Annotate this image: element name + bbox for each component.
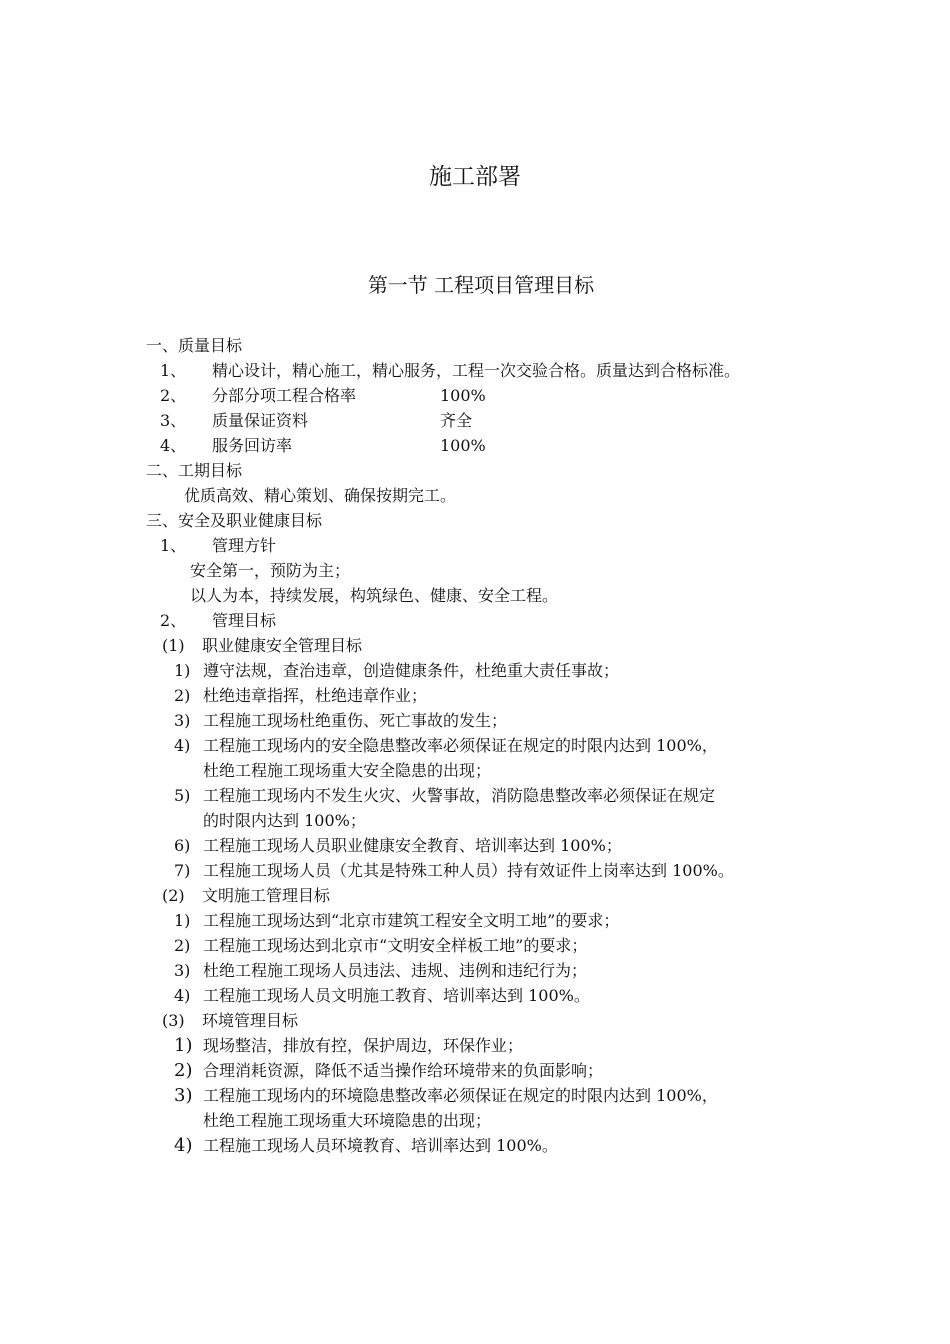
item-number: 6) (174, 836, 191, 855)
policy-line-2: 以人为本，持续发展，构筑绿色、健康、安全工程。 (190, 586, 559, 605)
section-title: 第一节 工程项目管理目标 (367, 273, 595, 297)
item-text: 质量保证资料 (212, 411, 309, 430)
item-number: 2) (174, 936, 191, 955)
item-text: 环境管理目标 (202, 1011, 299, 1030)
item-number: 4、 (160, 436, 187, 455)
item-number: (3) (162, 1011, 185, 1030)
item-text: 杜绝违章指挥，杜绝违章作业； (203, 686, 428, 705)
item-number: 1) (174, 911, 191, 930)
item-number: 2、 (160, 386, 187, 405)
item-text: 工程施工现场人员环境教育、培训率达到 100%。 (203, 1136, 558, 1155)
ohs-item-6 (174, 833, 622, 858)
quality-heading: 一、质量目标 (146, 336, 243, 355)
item-text: 工程施工现场人员职业健康安全教育、培训率达到 100%； (203, 836, 622, 855)
civil-item-1 (174, 908, 620, 933)
item-number: (2) (162, 886, 185, 905)
env-item-3 (174, 1083, 718, 1108)
item-text: 合理消耗资源，降低不适当操作给环境带来的负面影响； (203, 1061, 604, 1080)
goals-heading (160, 608, 277, 633)
quality-item-1 (160, 358, 741, 383)
item-text: 杜绝工程施工现场人员违法、违规、违例和违纪行为； (203, 961, 588, 980)
item-text: 工程施工现场达到“北京市建筑工程安全文明工地”的要求； (203, 911, 620, 930)
env-heading (162, 1008, 299, 1033)
item-text: 分部分项工程合格率 (212, 386, 357, 405)
item-text: 工程施工现场杜绝重伤、死亡事故的发生； (203, 711, 508, 730)
item-text: 工程施工现场内的安全隐患整改率必须保证在规定的时限内达到 100%， (203, 736, 718, 755)
item-text: 文明施工管理目标 (202, 886, 331, 905)
ohs-item-3 (174, 708, 508, 733)
quality-item-3 (160, 408, 473, 433)
item-number: 3) (174, 961, 191, 980)
item-text: 现场整洁，排放有控，保护周边，环保作业； (203, 1036, 524, 1055)
item-number: 2) (174, 686, 191, 705)
quality-item-2 (160, 383, 486, 408)
ohs-item-2 (174, 683, 428, 708)
civil-heading (162, 883, 331, 908)
item-value: 100% (440, 386, 486, 405)
schedule-text: 优质高效、精心策划、确保按期完工。 (184, 486, 457, 505)
env-item-3-continued: 杜绝工程施工现场重大环境隐患的出现； (203, 1111, 492, 1130)
item-number: (1) (162, 636, 185, 655)
item-number: 1、 (160, 361, 187, 380)
item-number: 3、 (160, 411, 187, 430)
ohs-item-5 (174, 783, 716, 808)
item-text: 管理方针 (212, 536, 277, 555)
item-text: 职业健康安全管理目标 (202, 636, 363, 655)
item-number: 4) (174, 1135, 193, 1156)
item-text: 遵守法规，查治违章，创造健康条件，杜绝重大责任事故； (203, 661, 620, 680)
civil-item-4 (174, 983, 590, 1008)
item-number: 3) (174, 711, 191, 730)
schedule-heading: 二、工期目标 (146, 461, 243, 480)
item-number: 5) (174, 786, 191, 805)
item-text: 精心设计，精心施工，精心服务，工程一次交验合格。质量达到合格标准。 (212, 361, 741, 380)
item-number: 2、 (160, 611, 187, 630)
ohs-heading (162, 633, 363, 658)
item-text: 工程施工现场人员（尤其是特殊工种人员）持有效证件上岗率达到 100%。 (203, 861, 734, 880)
item-text: 管理目标 (212, 611, 277, 630)
item-number: 1) (174, 661, 191, 680)
item-text: 工程施工现场内不发生火灾、火警事故，消防隐患整改率必须保证在规定 (203, 786, 716, 805)
ohs-item-5-continued: 的时限内达到 100%； (203, 811, 366, 830)
ohs-item-4 (174, 733, 718, 758)
document-title: 施工部署 (429, 164, 521, 190)
item-text: 工程施工现场达到北京市“文明安全样板工地”的要求； (203, 936, 588, 955)
item-number: 7) (174, 861, 191, 880)
env-item-4 (174, 1133, 558, 1158)
civil-item-3 (174, 958, 588, 983)
policy-heading (160, 533, 277, 558)
ohs-item-1 (174, 658, 620, 683)
item-text: 服务回访率 (212, 436, 293, 455)
item-number: 3) (174, 1085, 193, 1106)
ohs-item-7 (174, 858, 734, 883)
civil-item-2 (174, 933, 588, 958)
item-number: 4) (174, 736, 191, 755)
item-number: 2) (174, 1060, 193, 1081)
item-value: 100% (440, 436, 486, 455)
ohs-item-4-continued: 杜绝工程施工现场重大安全隐患的出现； (203, 761, 492, 780)
env-item-2 (174, 1058, 604, 1083)
item-number: 1) (174, 1035, 193, 1056)
item-number: 4) (174, 986, 191, 1005)
env-item-1 (174, 1033, 524, 1058)
policy-line-1: 安全第一，预防为主； (190, 561, 351, 580)
safety-heading: 三、安全及职业健康目标 (146, 511, 323, 530)
item-value: 齐全 (440, 411, 473, 430)
item-number: 1、 (160, 536, 187, 555)
item-text: 工程施工现场内的环境隐患整改率必须保证在规定的时限内达到 100%， (203, 1086, 718, 1105)
quality-item-4 (160, 433, 486, 458)
item-text: 工程施工现场人员文明施工教育、培训率达到 100%。 (203, 986, 590, 1005)
